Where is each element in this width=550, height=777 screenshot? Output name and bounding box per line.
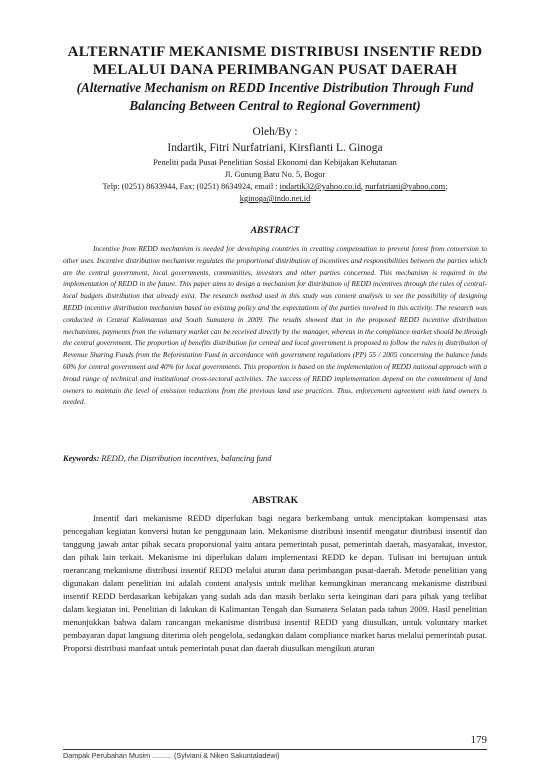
email-link-3[interactable]: kginoga@indo.net.id bbox=[239, 194, 311, 203]
abstrak-paragraph: Insentif dari mekanisme REDD diperlukan bagi negara berkembang untuk menciptakan kompensasi atas pencegahan kegiatan konversi hutan ke penggunaan lain. Mekanisme distribusi insentif mengatur distribusi insentif dan tanggung jawab antar pihak secara proporsional yaitu antara pemerintah pusat, pemerintah daerah, masyarakat, investor, dan pihak lain terkait. Mekanisme ini diperlukan dalam implementasi REDD ke depan. Tulisan ini bertujuan untuk merancang mekanisme distribusi insentif REDD melalui aturan dana perimbangan pusat-daerah. Metode penelitian yang digunakan dalam penelitian ini adalah content analysis untuk melihat kemungkinan merancang mekanisme distribusi insentif REDD berdasarkan kebijakan yang sudah ada dan masih berlaku serta keinginan dari para pihak yang terlibat dalam kegiatan ini. Penelitian di lakukan di Kalimantan Tengah dan Sumatera Selatan pada tahun 2009. Hasil penelitian menunjukkan bahwa dalam rancangan mekanisme distribusi insentif REDD yang diusulkan, untuk voluntary market pembayaran dapat langsung diterima oleh pengelola, sedangkan dalam compliance market harus melalui pemerintah pusat. Proporsi distribusi manfaat untuk pemerintah pusat dan daerah diusulkan mengikuti aturan bbox=[63, 513, 487, 653]
email-separator: , bbox=[360, 182, 366, 191]
byline-label: Oleh/By : bbox=[252, 126, 298, 138]
keywords-label: Keywords: bbox=[63, 454, 100, 463]
abstract-paragraph: Incentive from REDD mechanism is needed for developing countries in creating compensation to prevent forest from conversion to other uses. Incentive distribution mechanism regulates the proportional distribution of incentives and responsibilities between the parties which are the central government, local governments, communities, investors and other parties concerned. This mechanism is required in the implementation of REDD in the future. This paper aims to design a mechanism for distribution of REDD incentives through the rules of central-local budgets distribution that already exist. The research method used in this study was content analysis to see the possibility of designing REDD incentive distribution mechanism based on existing policy and the expectations of the parties involved in this activity. The research was conducted in Central Kalimantan and South Sumatera in 2009. The results showed that in the proposed REDD incentive distribution mechanisms, payments from the voluntary market can be received directly by the manager, whereas in the compliance market should be through the central government. The proportion of benefits distribution for central and local government is proposed to follow the rules in distribution of Revenue Sharing Funds from the Reforestation Fund in accordance with government regulations (PP) 55 / 2005 concerning the balance funds 60% for central government and 40% for local governments. This proportion is based on the implementation of REDD national approach with a broad range of technical and institutional cross-sectoral activities. The success of REDD implementation depend on the commitment of land owners to maintain the level of emission reductions from the previous land use practices. Thus, enforcement agreement with land owners is needed. bbox=[63, 244, 487, 407]
abstrak-heading: ABSTRAK bbox=[252, 496, 298, 506]
affiliation: Peneliti pada Pusat Penelitian Sosial Ekonomi dan Kebijakan Kehutanan bbox=[153, 158, 397, 167]
subtitle-line-1: (Alternative Mechanism on REDD Incentive Distribution Through Fund bbox=[76, 80, 474, 95]
email-separator: ; bbox=[445, 182, 448, 191]
address: Jl. Gunung Batu No. 5, Bogor bbox=[224, 170, 326, 179]
email-link-2[interactable]: nurfatriani@yahoo.com bbox=[365, 182, 446, 191]
contact-prefix: Telp: (0251) 8633944, Fax: (0251) 8634924, email : bbox=[102, 182, 280, 191]
running-footer: Dampak Perubahan Musim .......... (Sylviani & Niken Sakuntaladewi) bbox=[63, 751, 280, 760]
subtitle-line-2: Balancing Between Central to Regional Government) bbox=[129, 98, 421, 113]
keywords-text: REDD, the Distribution incentives, balancing fund bbox=[101, 454, 272, 463]
abstract-heading: ABSTRACT bbox=[250, 226, 300, 236]
footer-divider bbox=[63, 749, 487, 750]
title-line-1: ALTERNATIF MEKANISME DISTRIBUSI INSENTIF REDD bbox=[67, 44, 483, 60]
abstract-body bbox=[63, 243, 487, 408]
abstrak-body bbox=[63, 512, 487, 655]
keywords bbox=[63, 454, 487, 463]
email-link-1[interactable]: indartik32@yahoo.co.id bbox=[279, 182, 361, 191]
contact-line bbox=[32, 182, 518, 191]
contact-line-2 bbox=[40, 194, 510, 203]
authors: Indartik, Fitri Nurfatriani, Kirsfianti L. Ginoga bbox=[167, 142, 383, 154]
page-number: 179 bbox=[470, 734, 487, 746]
title-line-2: MELALUI DANA PERIMBANGAN PUSAT DAERAH bbox=[92, 62, 458, 78]
